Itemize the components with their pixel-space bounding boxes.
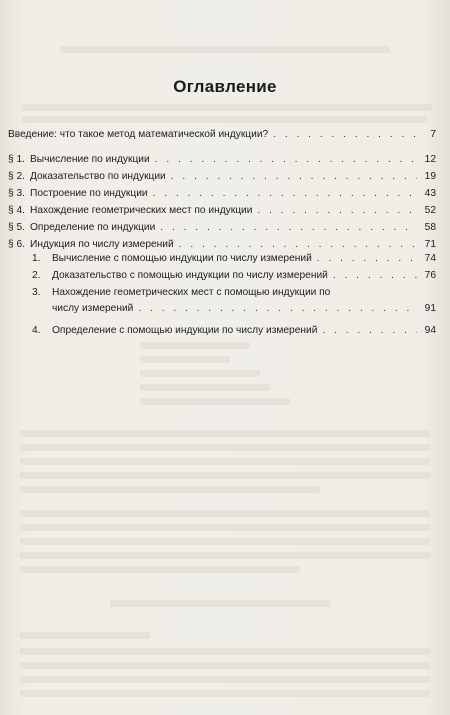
section-number: § 4. xyxy=(8,205,25,216)
toc-entry-section-4[interactable] xyxy=(8,204,436,217)
toc-page-number: 71 xyxy=(424,239,436,250)
subsection-number: 2. xyxy=(32,270,41,281)
bleed-through-text xyxy=(22,116,427,123)
toc-page-number: 52 xyxy=(424,205,436,216)
toc-page-number: 74 xyxy=(424,253,436,264)
toc-entry-subsection-4[interactable] xyxy=(32,324,436,337)
bleed-through-text xyxy=(20,662,430,669)
bleed-through-text xyxy=(60,46,390,53)
section-number: § 5. xyxy=(8,222,25,233)
subsection-number: 1. xyxy=(32,253,41,264)
section-number: § 2. xyxy=(8,171,25,182)
bleed-through-text xyxy=(140,342,250,349)
section-number: § 3. xyxy=(8,188,25,199)
bleed-through-text xyxy=(22,104,432,111)
toc-entry-title: Определение по индукции xyxy=(30,222,156,233)
dot-leader xyxy=(317,252,417,265)
bleed-through-text xyxy=(20,690,430,697)
bleed-through-text xyxy=(140,398,290,405)
bleed-through-text xyxy=(20,458,430,465)
toc-entry-subsection-3-line-2[interactable] xyxy=(32,302,436,315)
toc-entry-subsection-2[interactable] xyxy=(32,269,436,282)
bleed-through-text xyxy=(110,600,330,607)
dot-leader xyxy=(153,187,417,200)
toc-entry-title: Определение с помощью индукции по числу измерений xyxy=(52,325,318,336)
dot-leader xyxy=(179,238,417,251)
dot-leader xyxy=(155,153,417,166)
dot-leader xyxy=(138,302,417,315)
subsection-number: 3. xyxy=(32,287,41,298)
toc-entry-section-2[interactable] xyxy=(8,170,436,183)
bleed-through-text xyxy=(20,676,430,683)
toc-page-number: 7 xyxy=(430,129,436,140)
dot-leader xyxy=(257,204,417,217)
bleed-through-text xyxy=(20,538,430,545)
toc-entry-title: Индукция по числу измерений xyxy=(30,239,174,250)
bleed-through-text xyxy=(20,486,320,493)
toc-entry-intro[interactable] xyxy=(8,128,436,141)
bleed-through-text xyxy=(20,444,430,451)
toc-entry-title: Доказательство с помощью индукции по числу измерений xyxy=(52,270,328,281)
toc-entry-title: Нахождение геометрических мест с помощью индукции по xyxy=(52,287,331,298)
section-number: § 6. xyxy=(8,239,25,250)
toc-entry-section-5[interactable] xyxy=(8,221,436,234)
toc-entry-subsection-3-line-1[interactable] xyxy=(32,286,436,299)
toc-page-number: 94 xyxy=(424,325,436,336)
section-number: § 1. xyxy=(8,154,25,165)
dot-leader xyxy=(160,221,417,234)
bleed-through-text xyxy=(20,648,430,655)
toc-entry-title: Построение по индукции xyxy=(30,188,148,199)
bleed-through-text xyxy=(140,356,230,363)
bleed-through-text xyxy=(20,430,430,437)
dot-leader xyxy=(171,170,417,183)
toc-entry-section-3[interactable] xyxy=(8,187,436,200)
bleed-through-text xyxy=(20,472,430,479)
toc-entry-section-6[interactable] xyxy=(8,238,436,251)
dot-leader xyxy=(322,324,417,337)
toc-entry-title: Нахождение геометрических мест по индукции xyxy=(30,205,253,216)
toc-entry-title: Доказательство по индукции xyxy=(30,171,166,182)
subsection-number: 4. xyxy=(32,325,41,336)
page-title: Оглавление xyxy=(173,77,277,96)
toc-entry-subsection-1[interactable] xyxy=(32,252,436,265)
bleed-through-text xyxy=(20,552,430,559)
toc-entry-section-1[interactable] xyxy=(8,153,436,166)
toc-entry-title: Введение: что такое метод математической индукции? xyxy=(8,129,269,140)
bleed-through-text xyxy=(20,524,430,531)
toc-page-number: 12 xyxy=(424,154,436,165)
bleed-through-text xyxy=(20,632,150,639)
dot-leader xyxy=(273,128,417,141)
bleed-through-text xyxy=(20,566,300,573)
toc-page-number: 43 xyxy=(424,188,436,199)
bleed-through-text xyxy=(20,510,430,517)
toc-page-number: 91 xyxy=(424,303,436,314)
dot-leader xyxy=(333,269,417,282)
bleed-through-text xyxy=(140,384,270,391)
toc-entry-title: Вычисление по индукции xyxy=(30,154,150,165)
toc-page-number: 19 xyxy=(424,171,436,182)
toc-page-number: 76 xyxy=(424,270,436,281)
toc-entry-title: Вычисление с помощью индукции по числу измерений xyxy=(52,253,312,264)
toc-entry-title-continued: числу измерений xyxy=(52,303,134,314)
toc-page-number: 58 xyxy=(424,222,436,233)
bleed-through-text xyxy=(140,370,260,377)
